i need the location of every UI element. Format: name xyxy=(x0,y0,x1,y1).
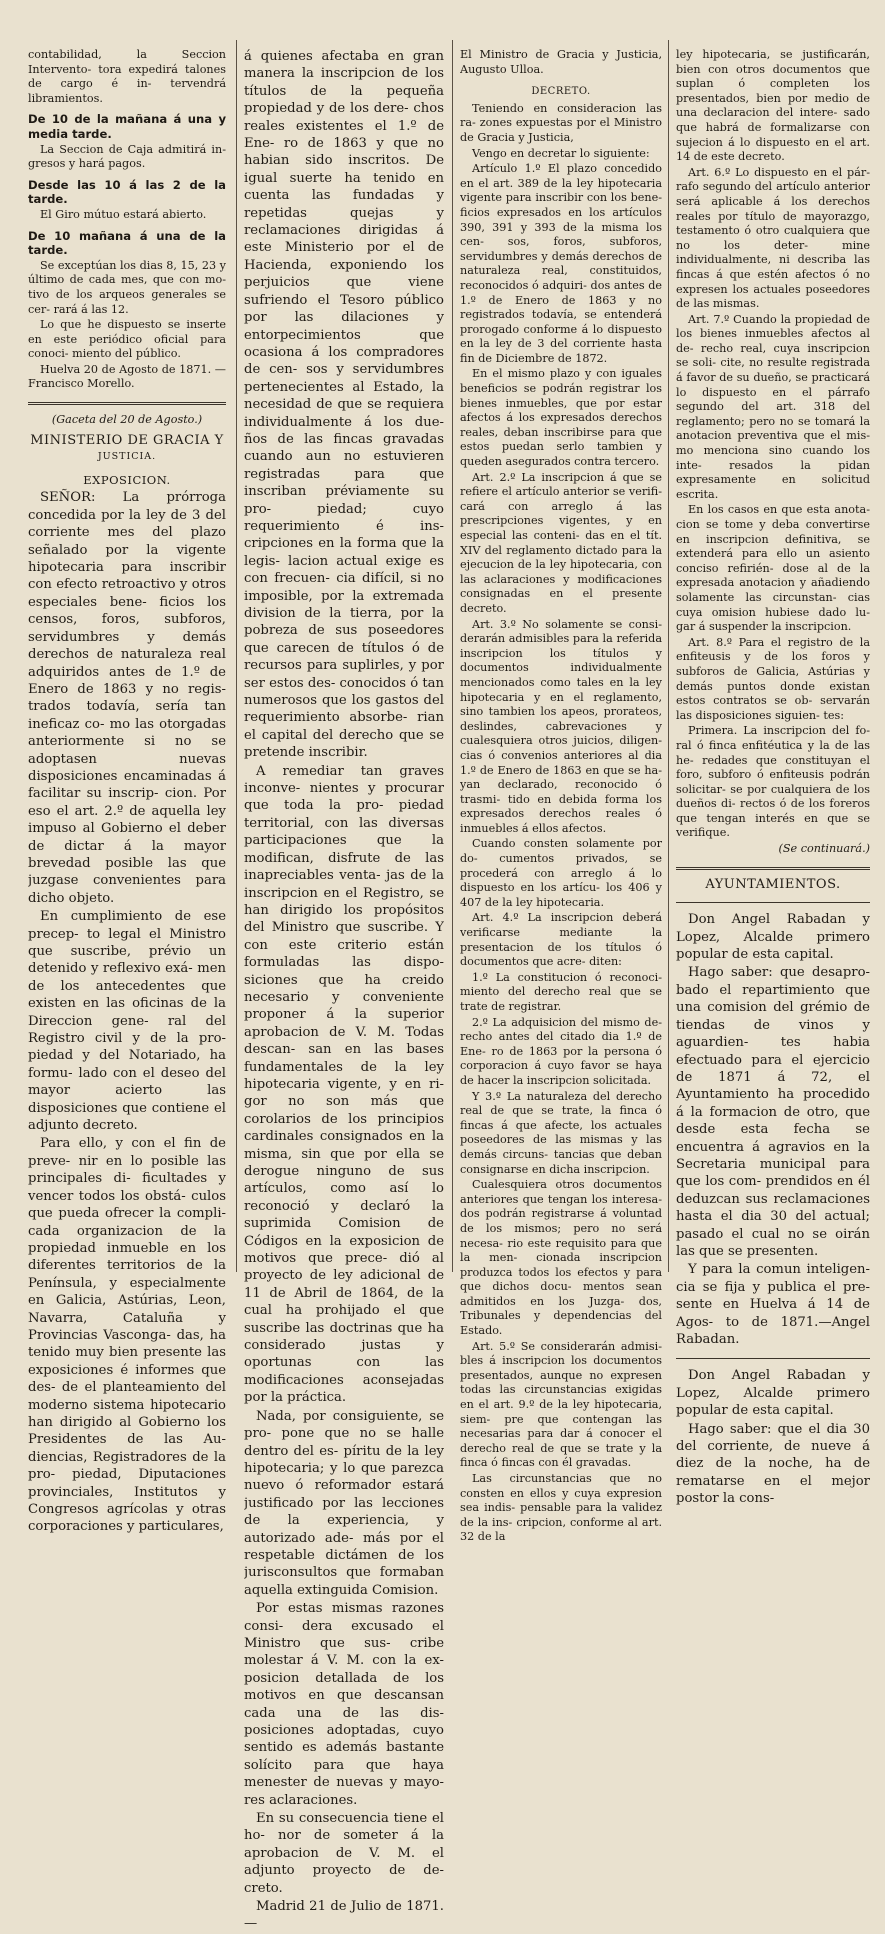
paragraph: Y 3.º La naturaleza del derecho real de que se trate, la finca ó fincas á que afecte, los actuales poseedores de las mismas y las demás circuns- tancias que deban consignarse en dicha inscripcion. xyxy=(460,1089,662,1176)
section-divider xyxy=(676,867,870,870)
paragraph: A remediar tan graves inconve- nientes y procurar que toda la pro- piedad territorial, con las diversas participaciones que la modifican, disfrute de las inapreciables venta- jas de la inscripcion en el Registro, se han dirigido los propósitos del Ministro que suscribe. Y con este criterio están formuladas las dispo- siciones que ha creido necesario y conveniente proponer á la superior aprobacion de V. M. Todas descan- san en las bases fundamentales de la ley hipotecaria vigente, y en ri- gor no son más que corolarios de los principios cardinales consignados en la misma, sin que por ella se derogue ninguno de sus artículos, como así lo reconoció y declaró la suprimida Comision de Códigos en la exposicion de motivos que prece- dió al proyecto de ley adicional de 11 de Abril de 1864, de la cual ha prohijado el que suscribe las doctrinas que ha considerado justas y oportunas con las modificaciones aconsejadas por la práctica. xyxy=(244,763,444,1406)
announcement-header: Don Angel Rabadan y Lopez, Alcalde primero popular de esta capital. xyxy=(676,912,870,963)
announcement-body: Hago saber: que desapro- bado el repartimiento que una comision del grémio de tiendas de vinos y aguardien- tes habia efectuado para el ejercicio de 1871 á 72, el Ayuntamiento ha procedido á la formacion de otro, que desde esta fecha se encuentra á agravios en la Secretaria municipal para que los com- prendidos en él deduzcan sus reclamaciones hasta el dia 30 del actual; pasado el cual no se oirán las que se presenten. xyxy=(676,965,870,1259)
date-line: Madrid 21 de Julio de 1871.— xyxy=(244,1899,444,1932)
article: Art. 5.º Se considerarán admisi- bles á inscripcion los documentos presentados, aunque no expresen todas las circunstancias exigidas en el art. 9.º de la ley hipotecaria, siem- pre que contengan las necesarias para dar á conocer el derecho real de que se trate y la finca ó fincas con él gravadas. xyxy=(460,1339,662,1470)
article: Art. 2.º La inscripcion á que se refiere el artículo anterior se verifi- cará con arreglo á las prescripciones vigentes, y en especial las conteni- das en el tít. XIV del reglamento dictado para la ejecucion de la ley hipotecaria, con las aclaraciones y modificaciones consignadas en el presente decreto. xyxy=(460,470,662,615)
paragraph: En su consecuencia tiene el ho- nor de someter á la aprobacion de V. M. el adjunto proyecto de de- creto. xyxy=(244,1811,444,1896)
column-rule xyxy=(236,40,237,1272)
column-4 xyxy=(676,48,870,1509)
column-2 xyxy=(244,48,444,1934)
section-divider xyxy=(28,402,226,405)
schedule-heading: De 10 de la mañana á una y media tarde. xyxy=(28,112,226,141)
paragraph: Primera. La inscripcion del fo- ral ó finca enfitéutica y la de las he- redades que constituyan el foro, subforo ó enfiteusis podrán solicitar- se por cualquiera de los dueños di- rectos ó de los foreros que tengan interés en que se verifique. xyxy=(676,724,870,840)
paragraph: á quienes afectaba en gran manera la inscripcion de los títulos de la pequeña propiedad y de los dere- chos reales existentes el 1.º de Ene- ro de 1863 y que no habian sido inscritos. De igual suerte ha tenido en cuenta las fundadas y repetidas quejas y reclamaciones dirigidas á este Ministerio por el de Hacienda, exponiendo los perjuicios que viene sufriendo el Tesoro público por las dilaciones y entorpecimientos que ocasiona á los compradores de cen- sos y servidumbres pertenecientes al Estado, la necesidad de que se requiera individualmente á los due- ños de las fincas gravadas cuando aun no estuvieren registradas para que inscriban préviamente su pro- piedad; cuyo requerimiento é ins- cripciones en la forma que la legis- lacion actual exige es con frecuen- cia difícil, si no imposible, por la extremada division de la tierra, por la pobreza de sus poseedores que carecen de títulos ó de recursos para suplirles, y por ser estos des- conocidos ó tan numerosos que los gastos del requerimiento absorbe- rian el capital del derecho que se pretende inscribir. xyxy=(244,49,444,761)
decreto-heading: DECRETO. xyxy=(531,86,591,98)
article: Art. 8.º Para el registro de la enfiteusis y de los foros y subforos de Galicia, Astúrias y demás puntos donde existan estos contratos se ob- servarán las disposiciones siguien- tes: xyxy=(676,635,870,722)
schedule-heading: Desde las 10 á las 2 de la tarde. xyxy=(28,177,226,207)
column-rule xyxy=(452,40,453,1272)
paragraph: Para ello, y con el fin de preve- nir en lo posible las principales di- ficultades y vencer todos los obstá- culos que pueda ofrecer la compli- cada organizacion de la propiedad inmueble en los diferentes territorios de la Península, y especialmente en Galicia, Astúrias, Leon, Navarra, Cataluña y Provincias Vasconga- das, ha tenido muy bien presente las exposiciones é informes que des- de el planteamiento del moderno sistema hipotecario han dirigido al Gobierno los Presidentes de las Au- diencias, Registradores de la pro- piedad, Diputaciones provinciales, Institutos y Congresos agrícolas y otras corporaciones y particulares, xyxy=(28,1136,226,1535)
section-divider xyxy=(676,1358,870,1359)
paragraph: Cualesquiera otros documentos anteriores que tengan los interesa- dos podrán registrarse á voluntad de los mismos; pero no será necesa- rio este requisito para que la men- cionada inscripcion produzca todos los efectos y para que dichos docu- mentos sean admitidos en los Juzga- dos, Tribunales y dependencias del Estado. xyxy=(460,1178,662,1338)
paragraph: Las circunstancias que no consten en ellos y cuya expresion sea indis- pensable para la validez de la ins- cripcion, conforme al art. 32 de la xyxy=(460,1472,662,1544)
paragraph: 2.º La adquisicion del mismo de- recho antes del citado dia 1.º de Ene- ro de 1863 por la persona ó corporacion á cuyo favor se haya de hacer la inscripcion solicitada. xyxy=(460,1015,662,1087)
paragraph: En el mismo plazo y con iguales beneficios se podrán registrar los bienes inmuebles, que por estar afectos á los expresados derechos reales, deban inscribirse para que estos puedan serlo tambien y queden asegurados contra tercero. xyxy=(460,367,662,469)
paragraph: Vengo en decretar lo siguiente: xyxy=(472,146,650,160)
article: Art. 4.º La inscripcion deberá verificarse mediante la presentacion de los títulos ó documentos que acre- diten: xyxy=(460,911,662,969)
continued-note: (Se continuará.) xyxy=(778,842,870,856)
announcement-header: Don Angel Rabadan y Lopez, Alcalde primero popular de esta capital. xyxy=(676,1368,870,1419)
paragraph: contabilidad, la Seccion Intervento- tora expedirá talones de cargo é in- tervendrá libramientos. xyxy=(28,48,226,105)
paragraph: Se exceptúan los dias 8, 15, 23 y último de cada mes, que con mo- tivo de los arqueos generales se cer- rará á las 12. xyxy=(28,258,226,316)
article: Artículo 1.º El plazo concedido en el art. 389 de la ley hipotecaria vigente para inscribir con los bene- ficios expresados en los artículos 390, 391 y 393 de la misma los cen- sos, foros, subforos, servidumbres y demás derechos de naturaleza real, constituidos, reconocidos ó adquiri- dos antes de 1.º de Enero de 1863 y no registrados todavía, se entenderá prorogado conforme á lo dispuesto en la ley de 3 del corriente hasta fin de Diciembre de 1872. xyxy=(460,162,662,365)
paragraph: Nada, por consiguiente, se pro- pone que no se halle dentro del es- píritu de la ley hipotecaria; y lo que parezca nuevo ó reformador estará justificado por las lecciones de la experiencia, y autorizado ade- más por el respetable dictámen de los jurisconsultos que formaban aquella extinguida Comision. xyxy=(244,1408,444,1598)
column-rule xyxy=(668,40,669,1272)
paragraph: 1.º La constitucion ó reconoci- miento del derecho real que se trate de registrar. xyxy=(460,970,662,1013)
paragraph: Cuando consten solamente por do- cumentos privados, se procederá con arreglo á lo dispuesto en los artícu- los 406 y 407 de la ley hipotecaria. xyxy=(460,837,662,909)
article: Art. 3.º No solamente se consi- derarán admisibles para la referida inscripcion los títulos y documentos individualmente mencionados como tales en la ley hipotecaria y en el reglamento, sino tambien los apeos, prorateos, deslindes, cabrevaciones y cualesquiera otros juicios, diligen- cias ó convenios anteriores al dia 1.º de Enero de 1863 en que se ha- yan declarado, reconocido ó trasmi- tido en debida forma los expresados derechos reales ó inmuebles á ellos afectos. xyxy=(460,617,662,835)
paragraph: En cumplimiento de ese precep- to legal el Ministro que suscribe, prévio un detenido y reflexivo exá- men de los antecedentes que existen en las oficinas de la Direccion gene- ral del Registro civil y de la pro- piedad y del Notariado, ha formu- lado con el deseo del mayor acierto las disposiciones que contiene el adjunto decreto. xyxy=(28,909,226,1134)
paragraph: Teniendo en consideracion las ra- zones expuestas por el Ministro de Gracia y Justicia, xyxy=(460,101,662,144)
ayuntamientos-heading: AYUNTAMIENTOS. xyxy=(705,876,841,892)
paragraph: La Seccion de Caja admitirá in- gresos y hará pagos. xyxy=(28,142,226,171)
paragraph: En los casos en que esta anota- cion se tome y deba convertirse en inscripcion definitiva, se extenderá para ello un asiento conciso refirién- dose al de la expresada anotacion y añadiendo solamente las circunstan- cias cuya omision hubiese dado lu- gar á suspender la inscripcion. xyxy=(676,503,870,634)
paragraph: El Giro mútuo estará abierto. xyxy=(40,207,207,221)
column-1 xyxy=(28,48,226,1537)
ministry-subheading: JUSTICIA. xyxy=(97,451,157,463)
signature-line: El Ministro de Gracia y Justicia, Augusto Ulloa. xyxy=(460,48,662,76)
section-divider xyxy=(676,902,870,903)
article: Art. 7.º Cuando la propiedad de los bienes inmuebles afectos al de- recho real, cuya inscripcion se soli- cite, no resulte registrada á favor de su dueño, se practicará lo dispuesto en el párrafo segundo del art. 318 del reglamento; pero no se tomará la anotacion preventiva que el mis- mo menciona sino cuando los inte- resados la pidan expresamente en solicitud escrita. xyxy=(676,312,870,501)
announcement-signature: Y para la comun inteligen- cia se fija y publica el pre- sente en Huelva á 14 de Agos- to de 1871.—Angel Rabadan. xyxy=(676,1262,870,1347)
paragraph: SEÑOR: La prórroga concedida por la ley de 3 del corriente mes del plazo señalado por la vigente hipotecaria para inscribir con efecto retroactivo y otros especiales bene- ficios los censos, foros, subforos, servidumbres y demás derechos de naturaleza real adquiridos antes de 1.º de Enero de 1863 y no regis- trados todavía, sería tan ineficaz co- mo las otorgadas anteriormente si no se adoptasen nuevas disposiciones encaminadas á facilitar su inscrip- cion. Por eso el art. 2.º de aquella ley impuso al Gobierno el deber de dictar á la mayor brevedad posible las que juzgase convenientes para dicho objeto. xyxy=(28,490,226,906)
signature-line: Huelva 20 de Agosto de 1871. —Francisco Morello. xyxy=(28,362,226,391)
announcement-body: Hago saber: que el dia 30 del corriente, de nueve á diez de la noche, ha de rematarse en el mejor postor la cons- xyxy=(676,1421,870,1507)
ministry-heading: MINISTERIO DE GRACIA Y xyxy=(30,432,224,448)
schedule-heading: De 10 mañana á una de la tarde. xyxy=(28,228,226,258)
article: Art. 6.º Lo dispuesto en el pár- rafo segundo del artículo anterior será aplicable á los derechos reales por título de mayorazgo, testamento ó otro cualquiera que no los deter- mine individualmente, ni describa las fincas á que estén afectos ó no expresen los actuales poseedores de las mismas. xyxy=(676,165,870,311)
paragraph: ley hipotecaria, se justificarán, bien con otros documentos que suplan ó completen los presentados, bien por medio de una declaracion del intere- sado que habrá de formalizarse con sujecion á lo dispuesto en el art. 14 de este decreto. xyxy=(676,48,870,164)
paragraph: Lo que he dispuesto se inserte en este periódico oficial para conoci- miento del público. xyxy=(28,318,226,361)
gaceta-source: (Gaceta del 20 de Agosto.) xyxy=(51,413,203,427)
column-3 xyxy=(460,48,662,1546)
paragraph: Por estas mismas razones consi- dera excusado el Ministro que sus- cribe molestar á V. M. con la ex- posicion detallada de los motivos en que descansan cada una de las dis- posiciones adoptadas, cuyo sentido es además bastante solícito para que haya menester de nuevas y mayo- res aclaraciones. xyxy=(244,1601,444,1808)
exposicion-heading: EXPOSICION. xyxy=(83,472,171,487)
